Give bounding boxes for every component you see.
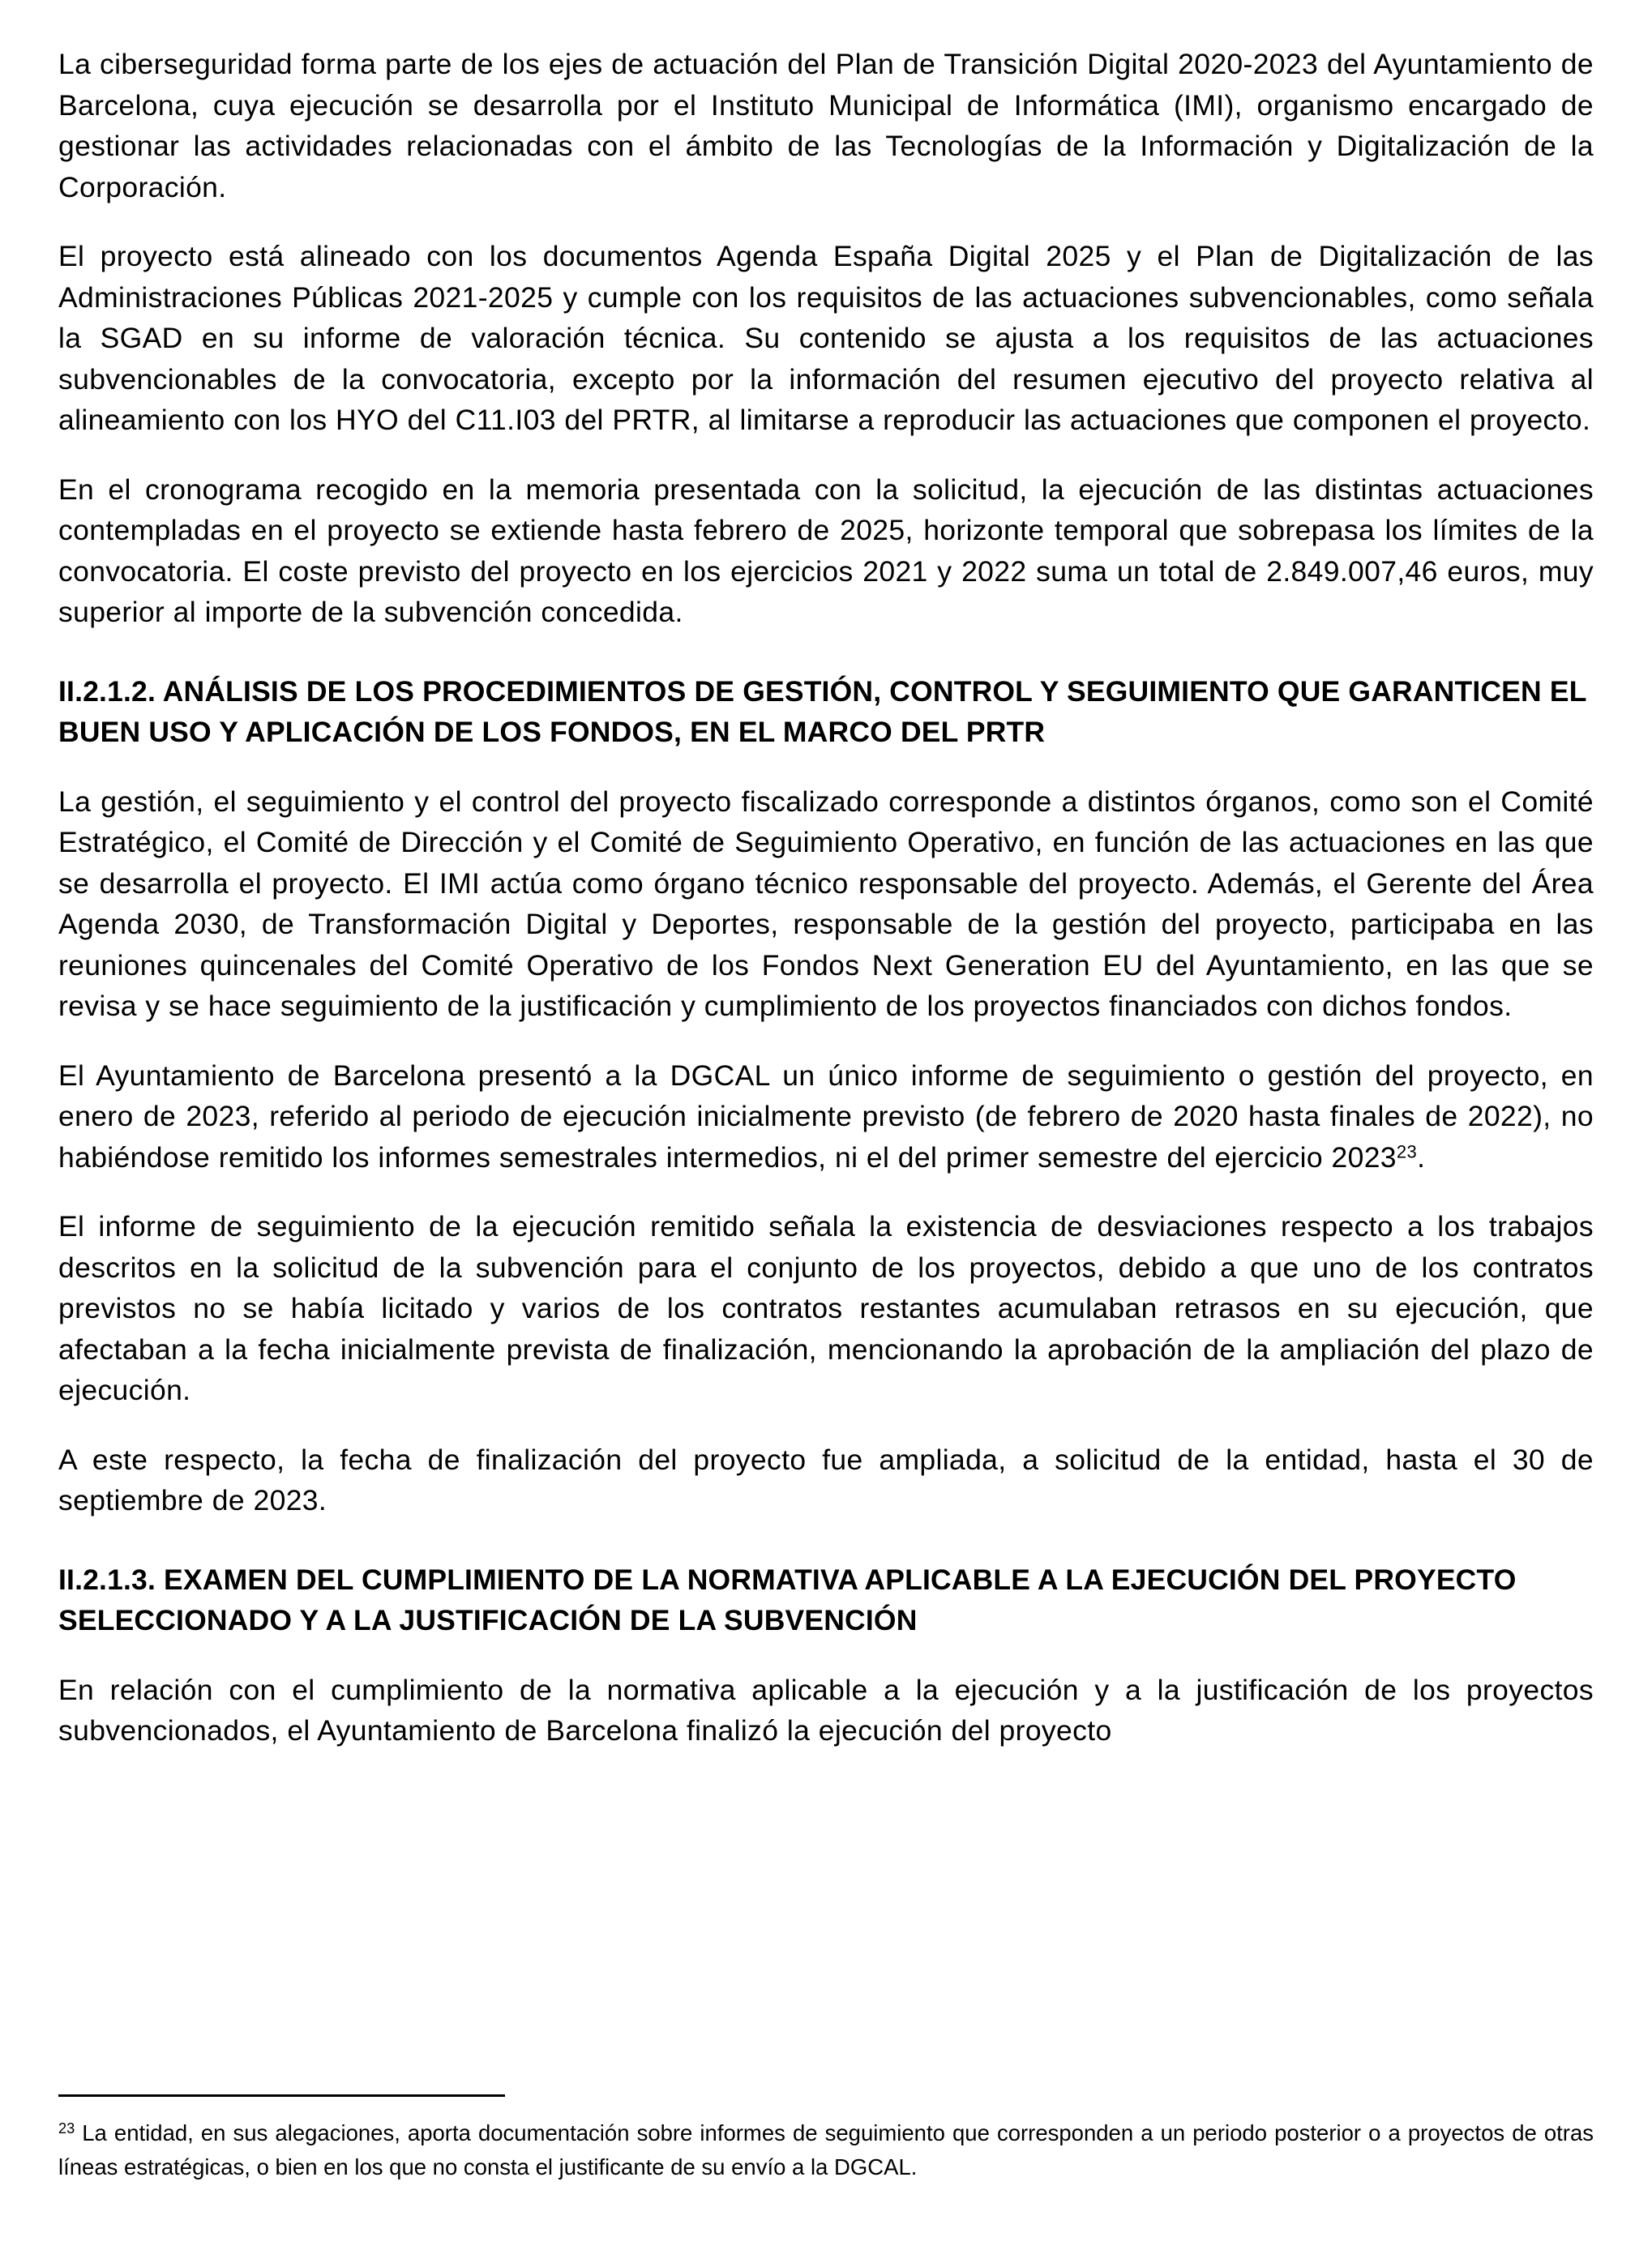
footnote-23 [58,2116,1594,2184]
paragraph-2: El proyecto está alineado con los documentos Agenda España Digital 2025 y el Plan de Digitalización de las Administraciones Públicas 2021-2025 y cumple con los requisitos de las actuaciones subvencionables, como señala la SGAD en su informe de valoración técnica. Su contenido se ajusta a los requisitos de las actuaciones subvencionables de la convocatoria, excepto por la información del resumen ejecutivo del proyecto relativa al alineamiento con los HYO del C11.I03 del PRTR, al limitarse a reproducir las actuaciones que componen el proyecto. [58,240,1594,436]
paragraph-5 [58,1055,1594,1178]
footnote-separator-rule [58,2094,505,2097]
paragraph-5-text-tail: . [1417,1140,1426,1174]
paragraph-8: En relación con el cumplimiento de la normativa aplicable a la ejecución y a la justificación de los proyectos subvencionados, el Ayuntamiento de Barcelona finalizó la ejecución del proyecto [58,1673,1594,1747]
paragraph-1: La ciberseguridad forma parte de los ejes de actuación del Plan de Transición Digital 2020-2023 del Ayuntamiento de Barcelona, cuya ejecución se desarrolla por el Instituto Municipal de Informática (IMI), organismo encargado de gestionar las actividades relacionadas con el ámbito de las Tecnologías de la Información y Digitalización de la Corporación. [58,48,1594,203]
section-heading-ii-2-1-2: II.2.1.2. ANÁLISIS DE LOS PROCEDIMIENTOS DE GESTIÓN, CONTROL Y SEGUIMIENTO QUE GARANTICEN EL BUEN USO Y APLICACIÓN DE LOS FONDOS, EN EL MARCO DEL PRTR [58,674,1586,748]
section-heading-ii-2-1-3: II.2.1.3. EXAMEN DEL CUMPLIMIENTO DE LA NORMATIVA APLICABLE A LA EJECUCIÓN DEL PROYECTO SELECCIONADO Y A LA JUSTIFICACIÓN DE LA SUBVENCIÓN [58,1563,1517,1636]
footnote-marker-23: 23 [58,2120,75,2137]
page-content [58,44,1594,1780]
paragraph-4: La gestión, el seguimiento y el control del proyecto fiscalizado corresponde a distintos órganos, como son el Comité Estratégico, el Comité de Dirección y el Comité de Seguimiento Operativo, en función de las actuaciones en las que se desarrolla el proyecto. El IMI actúa como órgano técnico responsable del proyecto. Además, el Gerente del Área Agenda 2030, de Transformación Digital y Deportes, responsable de la gestión del proyecto, participaba en las reuniones quincenales del Comité Operativo de los Fondos Next Generation EU del Ayuntamiento, en las que se revisa y se hace seguimiento de la justificación y cumplimiento de los proyectos financiados con dichos fondos. [58,785,1594,1022]
footnote-body-text: La entidad, en sus alegaciones, aporta documentación sobre informes de seguimiento que corresponden a un periodo posterior o a proyectos de otras líneas estratégicas, o bien en los que no consta el justificante de su envío a la DGCAL. [58,2120,1594,2179]
paragraph-5-text: El Ayuntamiento de Barcelona presentó a la DGCAL un único informe de seguimiento o gestión del proyecto, en enero de 2023, referido al periodo de ejecución inicialmente previsto (de febrero de 2020 hasta finales de 2022), no habiéndose remitido los informes semestrales intermedios, ni el del primer semestre del ejercicio 2023 [58,1059,1594,1174]
paragraph-7: A este respecto, la fecha de finalización del proyecto fue ampliada, a solicitud de la entidad, hasta el 30 de septiembre de 2023. [58,1443,1594,1516]
paragraph-6: El informe de seguimiento de la ejecución remitido señala la existencia de desviaciones respecto a los trabajos descritos en la solicitud de la subvención para el conjunto de los proyectos, debido a que uno de los contratos previstos no se había licitado y varios de los contratos restantes acumulaban retrasos en su ejecución, que afectaban a la fecha inicialmente prevista de finalización, mencionando la aprobación de la ampliación del plazo de ejecución. [58,1210,1594,1406]
paragraph-3: En el cronograma recogido en la memoria presentada con la solicitud, la ejecución de las distintas actuaciones contempladas en el proyecto se extiende hasta febrero de 2025, horizonte temporal que sobrepasa los límites de la convocatoria. El coste previsto del proyecto en los ejercicios 2021 y 2022 suma un total de 2.849.007,46 euros, muy superior al importe de la subvención concedida. [58,473,1594,628]
footnote-reference-23[interactable]: 23 [1396,1141,1418,1162]
footnote-area [58,2094,1594,2184]
